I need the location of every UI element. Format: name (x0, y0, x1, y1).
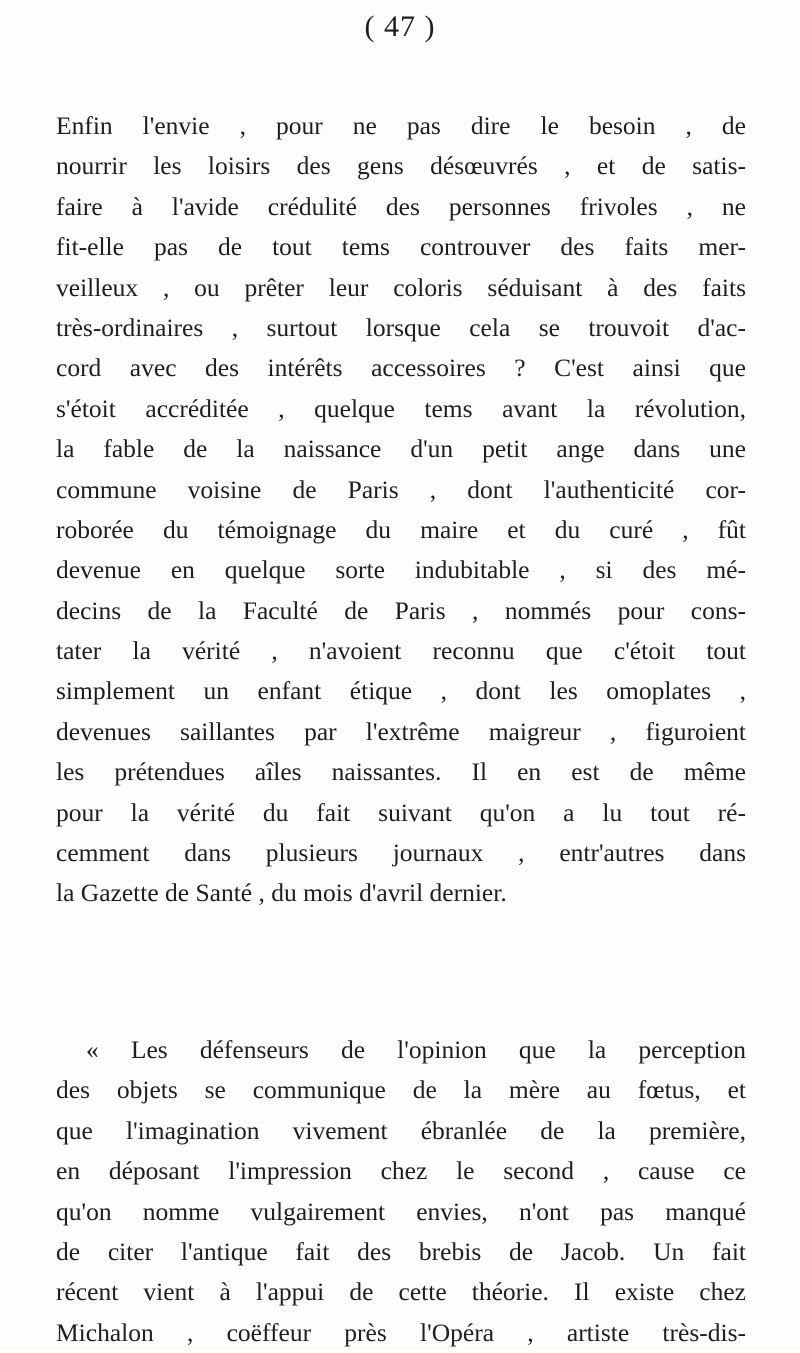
text-line: la fable de la naissance d'un petit ange dans une (56, 434, 746, 464)
text-line: cord avec des intérêts accessoires ? C'est ainsi que (56, 353, 746, 383)
page-number: ( 47 ) (364, 10, 436, 43)
paragraph-2 (56, 1030, 746, 1353)
text-line: qu'on nomme vulgairement envies, n'ont pas manqué (56, 1196, 746, 1226)
paragraph-1 (56, 106, 746, 914)
text-line: roborée du témoignage du maire et du curé , fût (56, 514, 746, 544)
text-line: très-ordinaires , surtout lorsque cela se trouvoit d'ac- (56, 312, 746, 342)
text-line: pour la vérité du fait suivant qu'on a lu tout ré- (56, 797, 746, 827)
text-line: veilleux , ou prêter leur coloris séduisant à des faits (56, 272, 746, 302)
text-line: devenue en quelque sorte indubitable , si des mé- (56, 555, 746, 585)
text-line: « Les défenseurs de l'opinion que la perception (86, 1035, 746, 1064)
text-line: récent vient à l'appui de cette théorie. Il existe chez (56, 1277, 746, 1307)
text-line: cemment dans plusieurs journaux , entr'autres dans (56, 838, 746, 868)
text-line: fit-elle pas de tout tems controuver des faits mer- (56, 232, 746, 262)
text-line: commune voisine de Paris , dont l'authenticité cor- (56, 474, 746, 504)
text-line: les prétendues aîles naissantes. Il en est de même (56, 757, 746, 787)
text-line: Enfin l'envie , pour ne pas dire le besoin , de (56, 111, 746, 140)
text-line: en déposant l'impression chez le second , cause ce (56, 1156, 746, 1186)
text-line: la Gazette de Santé , du mois d'avril dernier. (56, 878, 507, 908)
text-line: Michalon , coëffeur près l'Opéra , artiste très-dis- (56, 1317, 746, 1347)
text-line: faire à l'avide crédulité des personnes frivoles , ne (56, 191, 746, 221)
text-line: decins de la Faculté de Paris , nommés pour cons- (56, 595, 746, 625)
text-line: de citer l'antique fait des brebis de Jacob. Un fait (56, 1236, 746, 1266)
text-line: simplement un enfant étique , dont les omoplates , (56, 676, 746, 706)
text-line: devenues saillantes par l'extrême maigreur , figuroient (56, 716, 746, 746)
text-line: tater la vérité , n'avoient reconnu que c'étoit tout (56, 636, 746, 666)
text-line: des objets se communique de la mère au fœtus, et (56, 1075, 746, 1105)
text-line: que l'imagination vivement ébranlée de la première, (56, 1115, 746, 1145)
text-line: s'étoit accréditée , quelque tems avant la révolution, (56, 393, 746, 423)
text-line: nourrir les loisirs des gens désœuvrés , et de satis- (56, 151, 746, 181)
